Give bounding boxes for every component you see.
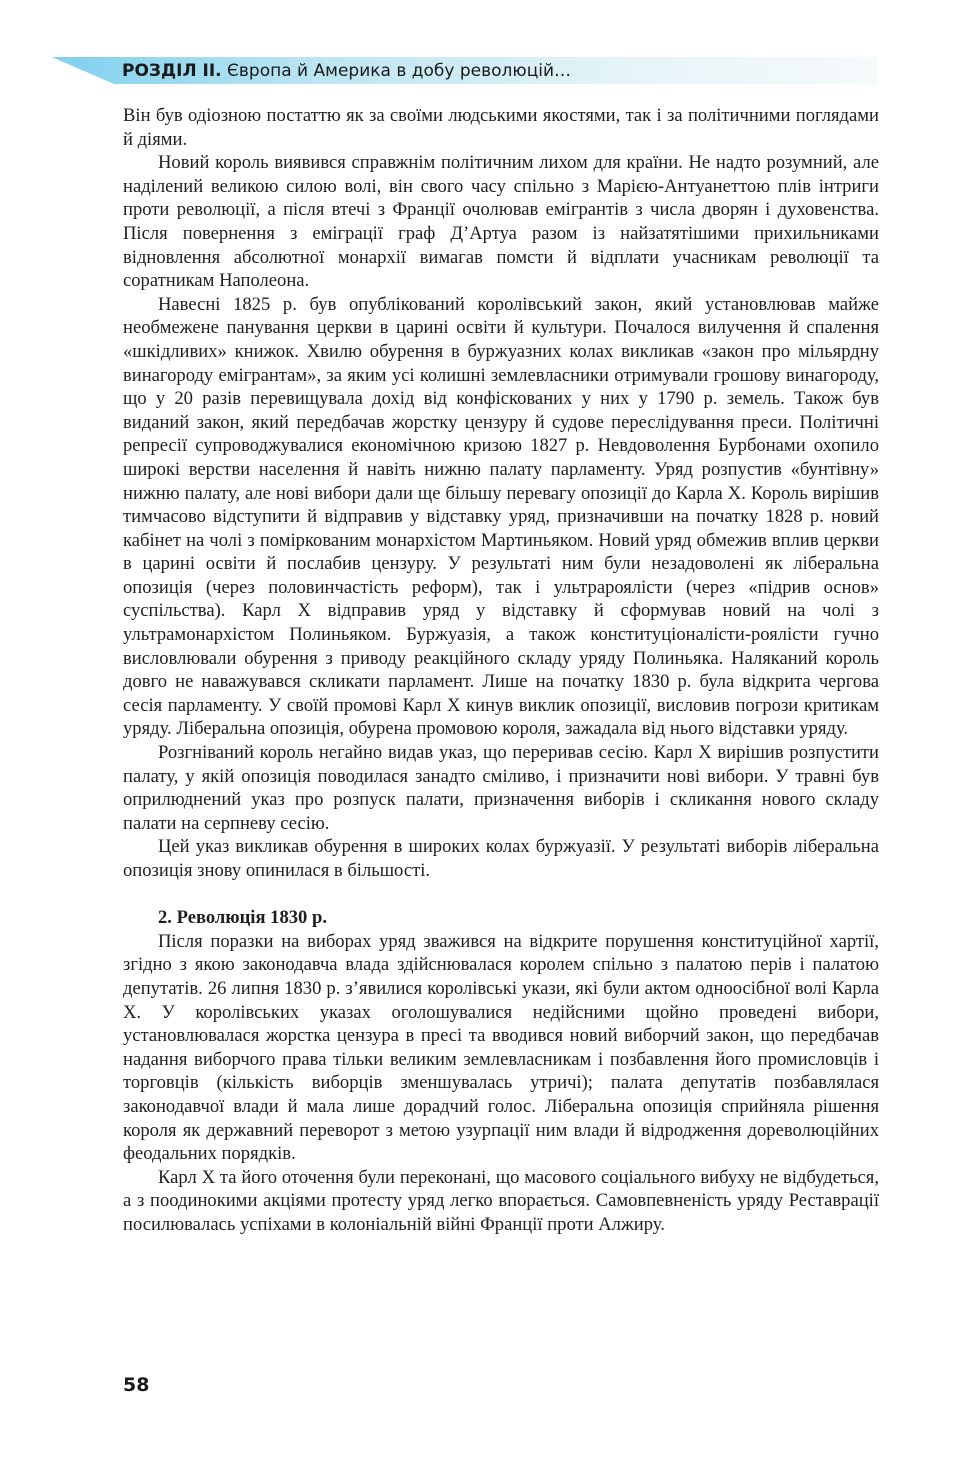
chapter-header xyxy=(122,60,571,82)
paragraph: Новий король виявився справжнім політичним лихом для країни. Не надто розумний, але наділений великою силою волі, він свого часу спільно з Марією-Антуанеттою плів інтриги проти революції, а після втечі з Франції очолював емігрантів з числа дворян і духовенства. Після повернення з еміграції граф Д’Артуа разом із найзатятішими прихильниками відновлення абсолютної монархії вимагав помсти й відплати учасникам революції та соратникам Наполеона. xyxy=(123,152,879,292)
paragraph: Після поразки на виборах уряд зважився на відкрите порушення конституційної хартії, згідно з якою законодавча влада здійснювалася королем спільно з палатою перів і палатою депутатів. 26 липня 1830 р. з’явилися королівські укази, які були актом одноосібної волі Карла Х. У королівських указах оголошувалися недійсними щойно проведені вибори, установлювалася жорстка цензура в пресі та вводився новий виборчий закон, що передбачав надання виборчого права тільки великим землевласникам і позбавлення його промисловців і торговців (кількість виборців зменшувалась утричі); палата депутатів позбавлялася законодавчої влади й мала лише дорадчий голос. Ліберальна опозиція сприйняла рішення короля як державний переворот з метою узурпації ним влади й відродження дореволюційних феодальних порядків. xyxy=(123,930,879,1165)
chapter-label: РОЗДІЛ ІІ. xyxy=(122,61,222,81)
paragraph: Він був одіозною постаттю як за своїми людськими якостями, так і за політичними поглядами й діями. xyxy=(123,105,879,150)
section-heading: 2. Революція 1830 р. xyxy=(158,907,327,929)
paragraph: Цей указ викликав обурення в широких колах буржуазії. У результаті виборів ліберальна опозиція знову опинилася в більшості. xyxy=(123,836,879,881)
chapter-title: Європа й Америка в добу революцій… xyxy=(227,61,572,81)
paragraph: Розгніваний король негайно видав указ, що переривав сесію. Карл Х вирішив розпустити палату, у якій опозиція поводилася занадто сміливо, і призначити нові вибори. У травні був оприлюднений указ про розпуск палати, призначення виборів і скликання нового складу палати на серпневу сесію. xyxy=(123,742,879,834)
main-text xyxy=(123,104,879,1237)
page-number: 58 xyxy=(123,1374,150,1396)
paragraph: Карл Х та його оточення були переконані, що масового соціального вибуху не відбудеться, а з поодинокими акціями протесту уряд легко впорається. Самовпевненість уряду Реставрації посилювалась успіхами в колоніальній війні Франції проти Алжиру. xyxy=(123,1166,879,1235)
paragraph: Навесні 1825 р. був опублікований королівський закон, який установлював майже необмежене панування церкви в царині освіти й культури. Почалося вилучення й спалення «шкідливих» книжок. Хвилю обурення в буржуазних колах викликав «закон про мільярдну винагороду емігрантам», за яким усі колишні землевласники отримували грошову винагороду, що у 20 разів перевищувала дохід від конфіскованих у них у 1790 р. земель. Також був виданий закон, який передбачав жорстку цензуру й судове переслідування преси. Політичні репресії супроводжувалися економічною кризою 1827 р. Невдоволення Бурбонами охопило широкі верстви населення й навіть нижню палату парламенту. Уряд розпустив «бунтівну» нижню палату, але нові вибори дали ще більшу перевагу опозиції до Карла Х. Король вирішив тимчасово відступити й відправив у відставку уряд, призначивши на початку 1828 р. новий кабінет на чолі з поміркованим монархістом Мартиньяком. Новий уряд обмежив вплив церкви в царині освіти й послабив цензуру. У результаті ним були незадоволені як ліберальна опозиція (через половинчастість реформ), так і ультрароялісти (через «підрив основ» суспільства). Карл Х відправив уряд у відставку й сформував новий на чолі з ультрамонархістом Полиньяком. Буржуазія, а також конституціоналісти-роялісти гучно висловлювали обурення з приводу реакційного складу уряду Полиньяка. Наляканий король довго не наважувався скликати парламент. Лише на початку 1830 р. була відкрита чергова сесія парламенту. У своїй промові Карл Х кинув виклик опозиції, висловив погрози критикам уряду. Ліберальна опозиція, обурена промовою короля, зажадала від нього відставки уряду. xyxy=(123,293,879,740)
